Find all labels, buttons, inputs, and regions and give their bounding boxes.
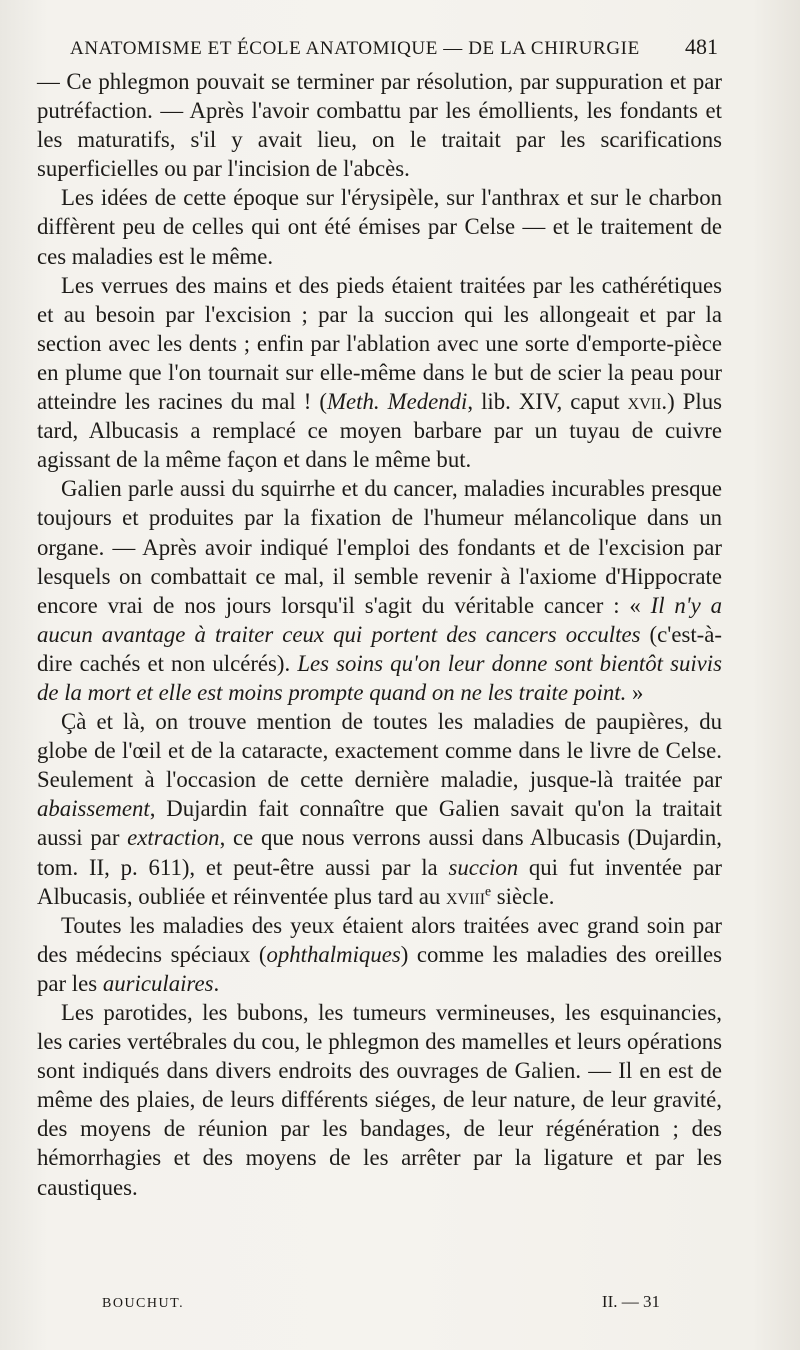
small-caps-text: xviii [445, 883, 486, 909]
text-run: Les idées de cette époque sur l'érysipèle, sur l'anthrax et sur le charbon diffèrent peu de celles qui ont été émises par Celse — et le traitement de ces maladies est le même. [37, 185, 722, 269]
text-run: , lib. XIV, caput [467, 389, 628, 415]
text-run: siècle. [491, 883, 555, 909]
paragraph [37, 474, 722, 707]
paragraph [37, 67, 722, 183]
italic-text: Les soins qu'on leur donne sont bientôt suivis de la mort et elle est moins prompte quand on ne les traite point. [37, 650, 722, 705]
running-title: ANATOMISME ET ÉCOLE ANATOMIQUE — DE LA CHIRURGIE [70, 38, 640, 59]
paragraph [37, 271, 722, 475]
paragraph [37, 998, 722, 1202]
footer-signature: II. — 31 [601, 1292, 660, 1311]
paragraph [37, 707, 722, 911]
text-run: Les parotides, les bubons, les tumeurs vermineuses, les esquinancies, les caries vertébrales du cou, le phlegmon des mamelles et leurs opérations sont indiqués dans divers endroits des ouvrages de Galien. — Il en est de même des plaies, de leurs différents siéges, de leur nature, de leur gravité, des moyens de réunion par les bandages, de leur régénération ; des hémorrhagies et des moyens de les arrêter par la ligature et par les caustiques. [37, 1000, 722, 1200]
italic-text: abaissement [37, 796, 150, 822]
paragraph [37, 911, 722, 998]
page-number: 481 [685, 34, 718, 59]
text-run: Galien parle aussi du squirrhe et du cancer, maladies incurables presque toujours et produites par la fixation de l'humeur mélancolique dans un organe. — Après avoir indiqué l'emploi des fondants et de l'excision par lesquels on combattait ce mal, il semble revenir à l'axiome d'Hippocrate encore vrai de nos jours lorsqu'il s'agit du véritable cancer : « [37, 476, 722, 618]
italic-text: ophthalmiques [266, 941, 401, 967]
italic-text: Meth. Medendi [327, 389, 468, 415]
small-caps-text: xvii [627, 389, 662, 415]
superscript: e [485, 883, 492, 899]
text-run: . [213, 970, 220, 996]
text-run: Çà et là, on trouve mention de toutes les maladies de paupières, du globe de l'œil et de la cataracte, exactement comme dans le livre de Celse. Seulement à l'occasion de cette dernière maladie, jusque-là traitée par [37, 709, 722, 793]
italic-text: Il n'y a aucun avantage à traiter ceux qui portent des cancers occultes [37, 592, 722, 647]
running-header [70, 34, 718, 62]
footer-author: BOUCHUT. [102, 1296, 185, 1311]
italic-text: extraction [127, 825, 220, 851]
text-run: Toutes les maladies des yeux étaient alors traitées avec grand soin par des médecins spéciaux ( [37, 912, 722, 967]
body-text [37, 67, 722, 1202]
text-run: Les verrues des mains et des pieds étaient traitées par les cathérétiques et au besoin par l'excision ; par la succion qui les allongeait et par la section avec les dents ; enfin par l'ablation avec une sorte d'emporte-pièce en plume que l'on tournait sur elle-même dans le but de scier la peau pour atteindre les racines du mal ! ( [37, 272, 722, 415]
text-run: — Ce phlegmon pouvait se terminer par résolution, par suppuration et par putréfaction. — Après l'avoir combattu par les émollients, les fondants et les maturatifs, s'il y avait lieu, on le traitait par les scarifications superficielles ou par l'incision de l'abcès. [37, 69, 722, 182]
italic-text: succion [448, 854, 519, 880]
text-run: qui fut inventée par Albucasis, oubliée et réinventée plus tard au [37, 854, 723, 909]
text-run: (c'est-à-dire cachés et non ulcérés). [37, 621, 722, 676]
text-run: ) comme les maladies des oreilles par les [37, 941, 722, 996]
italic-text: auriculaires [102, 970, 214, 996]
text-run: , ce que nous verrons aussi dans Albucasis (Dujardin, tom. II, p. 611), et peut-être aussi par la [37, 825, 722, 880]
text-run: » [626, 679, 644, 705]
text-run: .) Plus tard, Albucasis a remplacé ce moyen barbare par un tuyau de cuivre agissant de la même façon et dans le même but. [37, 389, 723, 473]
paragraph [37, 183, 722, 270]
page-footer [102, 1292, 660, 1312]
text-run: , Dujardin fait connaître que Galien savait qu'on la traitait aussi par [37, 796, 722, 851]
